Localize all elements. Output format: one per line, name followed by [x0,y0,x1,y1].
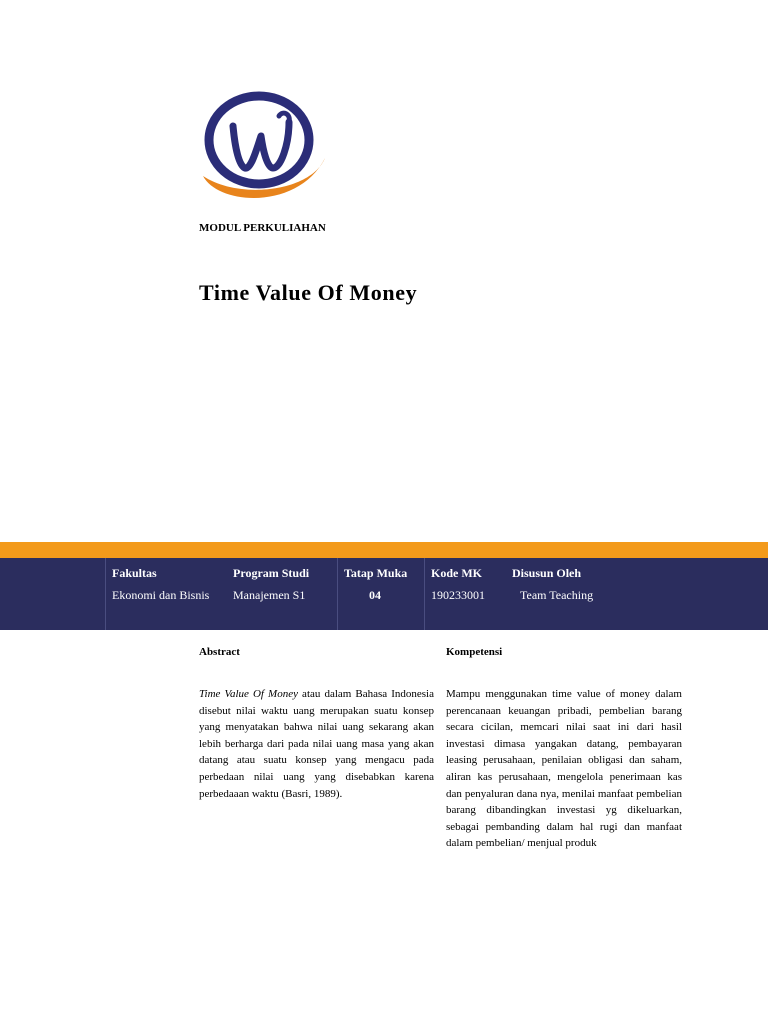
fakultas-header: Fakultas [112,566,157,580]
kode-mk-header: Kode MK [431,566,482,580]
document-title: Time Value Of Money [199,280,418,305]
disusun-oleh-value: Team Teaching [520,588,594,602]
divider [337,558,338,630]
divider [105,558,106,630]
fakultas-value: Ekonomi dan Bisnis [112,588,210,602]
tatap-muka-header: Tatap Muka [344,566,408,580]
course-info-band [0,558,768,630]
tatap-muka-value: 04 [369,588,381,602]
university-logo-icon [199,88,329,208]
program-studi-value: Manajemen S1 [233,588,306,602]
abstract-lead-italic: Time Value Of Money [199,688,298,700]
program-studi-header: Program Studi [233,566,310,580]
module-label: MODUL PERKULIAHAN [199,222,326,234]
kompetensi-heading: Kompetensi [446,646,503,658]
orange-accent-strip [0,542,768,558]
kompetensi-text: Mampu menggunakan time value of money dalam perencanaan keuangan pribadi, pembelian barang secara cicilan, memcari nilai saat ini dari hasil investasi dimasa yangakan datang, pembayaran leasing perusahaan, penilaian obligasi dan saham, aliran kas perusahaan, mengelola penerimaan kas dan penyaluran dana nya, menilai manfaat pembelian barang dibandingkan investasi yg dikeluarkan, sebagai pembanding dalam hal rugi dan manfaat dalam pembelian/ menjual produk [446,688,682,850]
divider [424,558,425,630]
abstract-heading: Abstract [199,646,240,658]
abstract-body: atau dalam Bahasa Indonesia disebut nilai waktu uang merupakan suatu konsep yang menyatakan bahwa nilai uang sekarang akan lebih berharga dari pada nilai uang masa yang akan datang atau suatu konsep yang mengacu pada perbedaan nilai uang yang disebabkan karena perbedaaan waktu (Basri, 1989). [199,688,434,800]
abstract-text [199,686,434,802]
kode-mk-value: 190233001 [431,588,485,602]
disusun-oleh-header: Disusun Oleh [512,566,582,580]
